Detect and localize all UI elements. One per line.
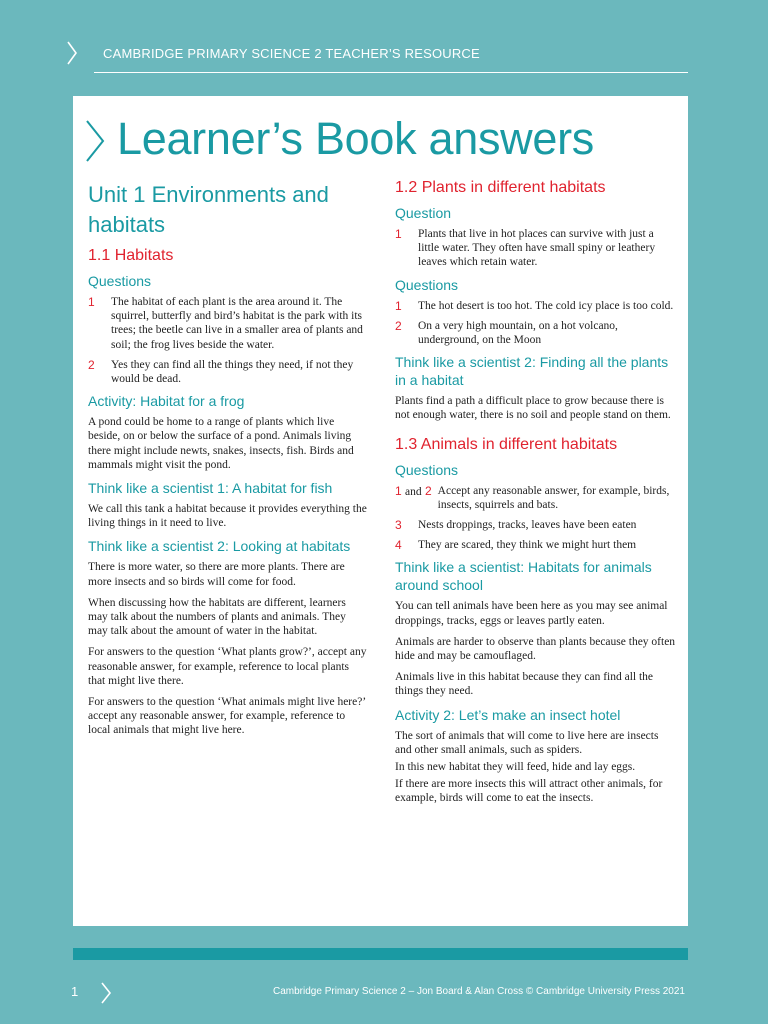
paragraph: When discussing how the habitats are different, learners may talk about the numbers of plants and animals. They may talk about the amount of water in the habitat. bbox=[88, 596, 346, 638]
content-page bbox=[73, 96, 688, 926]
running-header bbox=[0, 0, 768, 72]
list-item bbox=[395, 227, 677, 270]
activity2-heading: Activity 2: Let’s make an insect hotel bbox=[395, 706, 621, 723]
question-answer: They are scared, they think we might hurt them bbox=[418, 539, 637, 552]
list-item bbox=[395, 538, 677, 552]
section-title-1-1: 1.1 Habitats bbox=[88, 247, 174, 264]
question-number: 2 bbox=[88, 357, 95, 372]
question-answer: Yes they can find all the things they need, if not they would be dead. bbox=[111, 358, 354, 386]
list-item bbox=[395, 518, 677, 532]
chevron-right-icon bbox=[83, 117, 107, 165]
question-answer: Nests droppings, tracks, leaves have been eaten bbox=[418, 519, 637, 532]
questions-heading: Questions bbox=[88, 273, 152, 289]
paragraph: For answers to the question ‘What plants grow?’, accept any reasonable answer, for example, reference to local plants that might live there. bbox=[88, 646, 367, 687]
paragraph: You can tell animals have been here as you may see animal droppings, tracks, eggs or leaves partly eaten. bbox=[395, 600, 668, 627]
section-title-1-2: 1.2 Plants in different habitats bbox=[395, 179, 606, 196]
tls-plants-heading: Think like a scientist 2: Finding all the plants in a habitat bbox=[395, 354, 669, 389]
footer-bar bbox=[73, 948, 688, 960]
question-number: 1 bbox=[395, 227, 402, 241]
question-answer: The hot desert is too hot. The cold icy place is too cold. bbox=[418, 299, 674, 312]
page-title: Learner’s Book answers bbox=[117, 113, 594, 164]
paragraph: In this new habitat they will feed, hide and lay eggs. bbox=[395, 761, 636, 774]
question-heading: Question bbox=[395, 205, 452, 221]
questions-heading: Questions bbox=[395, 276, 459, 293]
tls-plants-text: Plants find a path a difficult place to grow because there is not enough water, there is no soil and people stand on them. bbox=[395, 395, 671, 422]
unit-title: Unit 1 Environments and habitats bbox=[88, 182, 329, 237]
page-number: 1 bbox=[71, 984, 79, 999]
paragraph: Animals are harder to observe than plants because they often hide and may be camouflaged. bbox=[395, 635, 676, 663]
question-number: 1 and 2 bbox=[395, 483, 432, 498]
list-item bbox=[395, 299, 677, 313]
list-item bbox=[395, 319, 677, 347]
page-title-block bbox=[83, 104, 594, 174]
question-answer: The habitat of each plant is the area around it. The squirrel, butterfly and bird’s habitat is the park with its trees; the beetle can live in a smaller area of plants and soil; the frog lives beside the water. bbox=[111, 296, 363, 351]
tls1-heading: Think like a scientist 1: A habitat for fish bbox=[88, 480, 333, 497]
paragraph: There is more water, so there are more plants. There are more insects and so birds will come for food. bbox=[88, 561, 345, 588]
chevron-right-icon bbox=[66, 40, 78, 66]
question-number: 4 bbox=[395, 538, 402, 553]
paragraph: Animals live in this habitat because they can find all the things they need. bbox=[395, 671, 654, 698]
list-item bbox=[88, 295, 368, 352]
questions-heading: Questions bbox=[395, 461, 459, 478]
paragraph: For answers to the question ‘What animals might live here?’ accept any reasonable answer, for example, reference to local animals that might live here. bbox=[88, 696, 366, 737]
header-divider bbox=[94, 72, 688, 73]
list-item bbox=[395, 484, 677, 512]
question-number: 1 bbox=[88, 295, 95, 309]
paragraph: The sort of animals that will come to live here are insects and other small animals, such as spiders. bbox=[395, 729, 659, 756]
left-column bbox=[88, 180, 368, 745]
question-number: 3 bbox=[395, 518, 402, 533]
right-column bbox=[395, 174, 677, 813]
question-number: 1 bbox=[395, 298, 402, 313]
question-answer: Accept any reasonable answer, for example, birds, insects, squirrels and bats. bbox=[437, 484, 670, 511]
paragraph: If there are more insects this will attract other animals, for example, birds will come to eat the insects. bbox=[395, 778, 663, 805]
activity-text: A pond could be home to a range of plants which live beside, on or below the surface of a pond. Animals living there might include newts, snakes, insects, fish. Birds and mammals might visit the pond. bbox=[88, 416, 354, 471]
section-title-1-3: 1.3 Animals in different habitats bbox=[395, 435, 618, 453]
question-answer: On a very high mountain, on a hot volcano, underground, on the Moon bbox=[418, 319, 618, 347]
tls2-heading: Think like a scientist 2: Looking at habitats bbox=[88, 538, 351, 555]
tls-animals-heading: Think like a scientist: Habitats for animals around school bbox=[395, 559, 652, 594]
footer-credit: Cambridge Primary Science 2 – Jon Board & Alan Cross © Cambridge University Press 2021 bbox=[273, 986, 685, 997]
list-item bbox=[88, 358, 368, 386]
question-number: 2 bbox=[395, 318, 402, 333]
activity-heading: Activity: Habitat for a frog bbox=[88, 393, 245, 410]
question-answer: Plants that live in hot places can survive with just a little water. They often have small spiny or leathery leaves which retain water. bbox=[418, 228, 656, 269]
header-title: CAMBRIDGE PRIMARY SCIENCE 2 TEACHER’S RESOURCE bbox=[103, 46, 480, 61]
chevron-right-icon bbox=[100, 981, 112, 1005]
tls1-text: We call this tank a habitat because it provides everything the living things in it need to live. bbox=[88, 503, 367, 530]
